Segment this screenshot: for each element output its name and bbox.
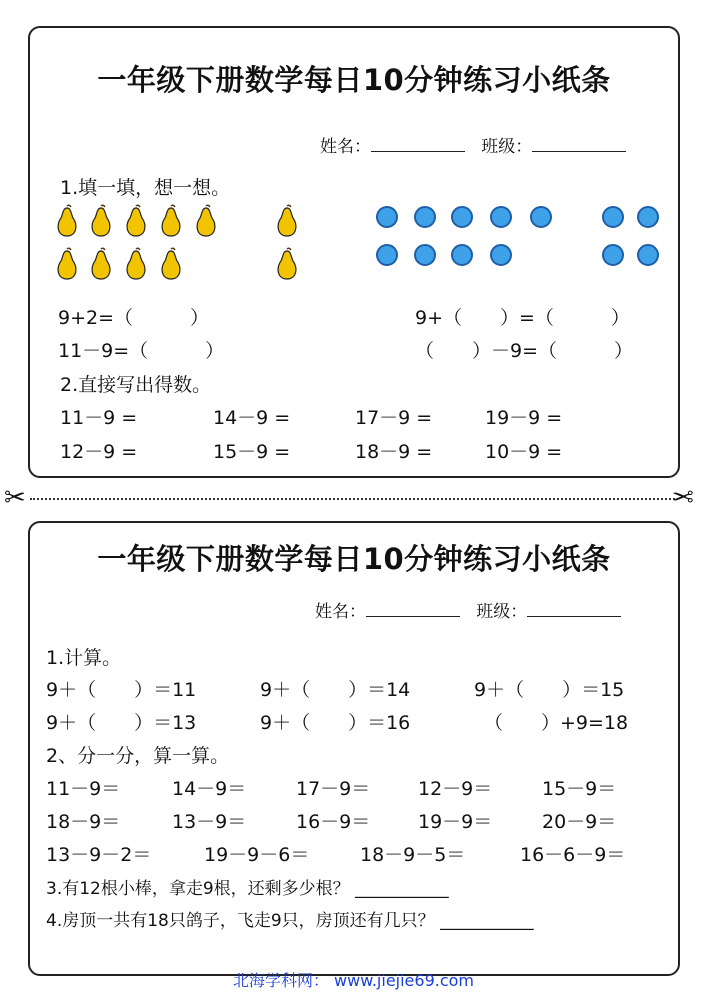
class-label: 班级： — [481, 137, 533, 157]
pear-icon — [193, 204, 219, 238]
blue-dot-icon — [637, 244, 659, 266]
c2-r1-5: 15－9＝ — [542, 778, 617, 800]
blue-dot-icon — [451, 244, 473, 266]
pear-icon — [54, 247, 80, 281]
name-class-line-2 — [315, 597, 621, 622]
blue-dot-icon — [414, 206, 436, 228]
c1-r2-2: 15－9 = — [213, 441, 291, 463]
name-label: 姓名： — [315, 602, 366, 622]
class-label: 班级： — [476, 602, 528, 622]
pear-icon — [123, 247, 149, 281]
blue-dot-icon — [490, 244, 512, 266]
worksheet-card-1 — [28, 26, 680, 478]
c2-r2-4: 19－9＝ — [418, 811, 493, 833]
pear-icon — [274, 204, 300, 238]
eq-right-2: （ ）－9=（ ） — [415, 340, 634, 362]
c2-r2-1: 18－9＝ — [46, 811, 121, 833]
card1-title: 一年级下册数学每日10分钟练习小纸条 — [97, 63, 611, 97]
calc-r1-2: 9＋（ ）＝14 — [260, 679, 411, 701]
section1-title: 1.填一填，想一想。 — [60, 177, 231, 199]
c2-r1-3: 17－9＝ — [296, 778, 371, 800]
worksheet-card-2 — [28, 521, 680, 976]
calc-r2-1: 9＋（ ）＝13 — [46, 712, 197, 734]
c1-r1-4: 19－9 = — [485, 407, 563, 429]
name-blank[interactable] — [371, 135, 465, 152]
calc-r1-1: 9＋（ ）＝11 — [46, 679, 197, 701]
eq-right-1: 9+（ ）=（ ） — [415, 307, 630, 329]
name-blank[interactable] — [366, 600, 460, 617]
calc-r2-3: （ ）+9=18 — [484, 712, 629, 734]
c1-r1-1: 11－9 = — [60, 407, 138, 429]
pear-icon — [123, 204, 149, 238]
pear-icon — [54, 204, 80, 238]
blue-dot-icon — [602, 206, 624, 228]
pear-icon — [158, 247, 184, 281]
section2-title: 2.直接写出得数。 — [60, 374, 212, 396]
scissors-left-icon: ✂ — [4, 483, 26, 513]
blue-dot-icon — [530, 206, 552, 228]
blue-dot-icon — [602, 244, 624, 266]
blue-dot-icon — [451, 206, 473, 228]
c1-r2-3: 18－9 = — [355, 441, 433, 463]
c2-r2-5: 20－9＝ — [542, 811, 617, 833]
card2-title: 一年级下册数学每日10分钟练习小纸条 — [97, 542, 611, 576]
c2-r3-4: 16－6－9＝ — [520, 844, 626, 866]
class-blank[interactable] — [527, 600, 621, 617]
class-blank[interactable] — [532, 135, 626, 152]
blue-dot-icon — [490, 206, 512, 228]
name-label: 姓名： — [320, 137, 371, 157]
c2-r3-1: 13－9－2＝ — [46, 844, 152, 866]
c2-section2-title: 2、分一分，算一算。 — [46, 745, 230, 767]
pear-icon — [274, 247, 300, 281]
pear-icon — [158, 204, 184, 238]
c2-r3-2: 19－9－6＝ — [204, 844, 310, 866]
name-class-line-1 — [320, 132, 626, 157]
blue-dot-icon — [376, 206, 398, 228]
c1-r2-4: 10－9 = — [485, 441, 563, 463]
eq-left-1: 9+2=（ ） — [58, 307, 210, 329]
c1-r2-1: 12－9 = — [60, 441, 138, 463]
cut-line — [30, 498, 675, 500]
c2-section1-title: 1.计算。 — [46, 647, 122, 669]
scissors-right-icon: ✂ — [672, 483, 694, 513]
c2-r1-2: 14－9＝ — [172, 778, 247, 800]
c2-r2-2: 13－9＝ — [172, 811, 247, 833]
pear-icon — [88, 204, 114, 238]
question-4: 4.房顶一共有18只鸽子，飞走9只，房顶还有几只？ ___________ — [46, 911, 534, 931]
blue-dot-icon — [414, 244, 436, 266]
c2-r1-4: 12－9＝ — [418, 778, 493, 800]
pear-icon — [88, 247, 114, 281]
blue-dot-icon — [637, 206, 659, 228]
c2-r2-3: 16－9＝ — [296, 811, 371, 833]
c2-r3-3: 18－9－5＝ — [360, 844, 466, 866]
c1-r1-3: 17－9 = — [355, 407, 433, 429]
c2-r1-1: 11－9＝ — [46, 778, 121, 800]
footer-website: 北海学科网： www.jiejie69.com — [232, 971, 475, 990]
blue-dot-icon — [376, 244, 398, 266]
eq-left-2: 11－9=（ ） — [58, 340, 225, 362]
calc-r1-3: 9＋（ ）＝15 — [474, 679, 625, 701]
question-3: 3.有12根小棒，拿走9根，还剩多少根？ ___________ — [46, 879, 449, 899]
calc-r2-2: 9＋（ ）＝16 — [260, 712, 411, 734]
c1-r1-2: 14－9 = — [213, 407, 291, 429]
